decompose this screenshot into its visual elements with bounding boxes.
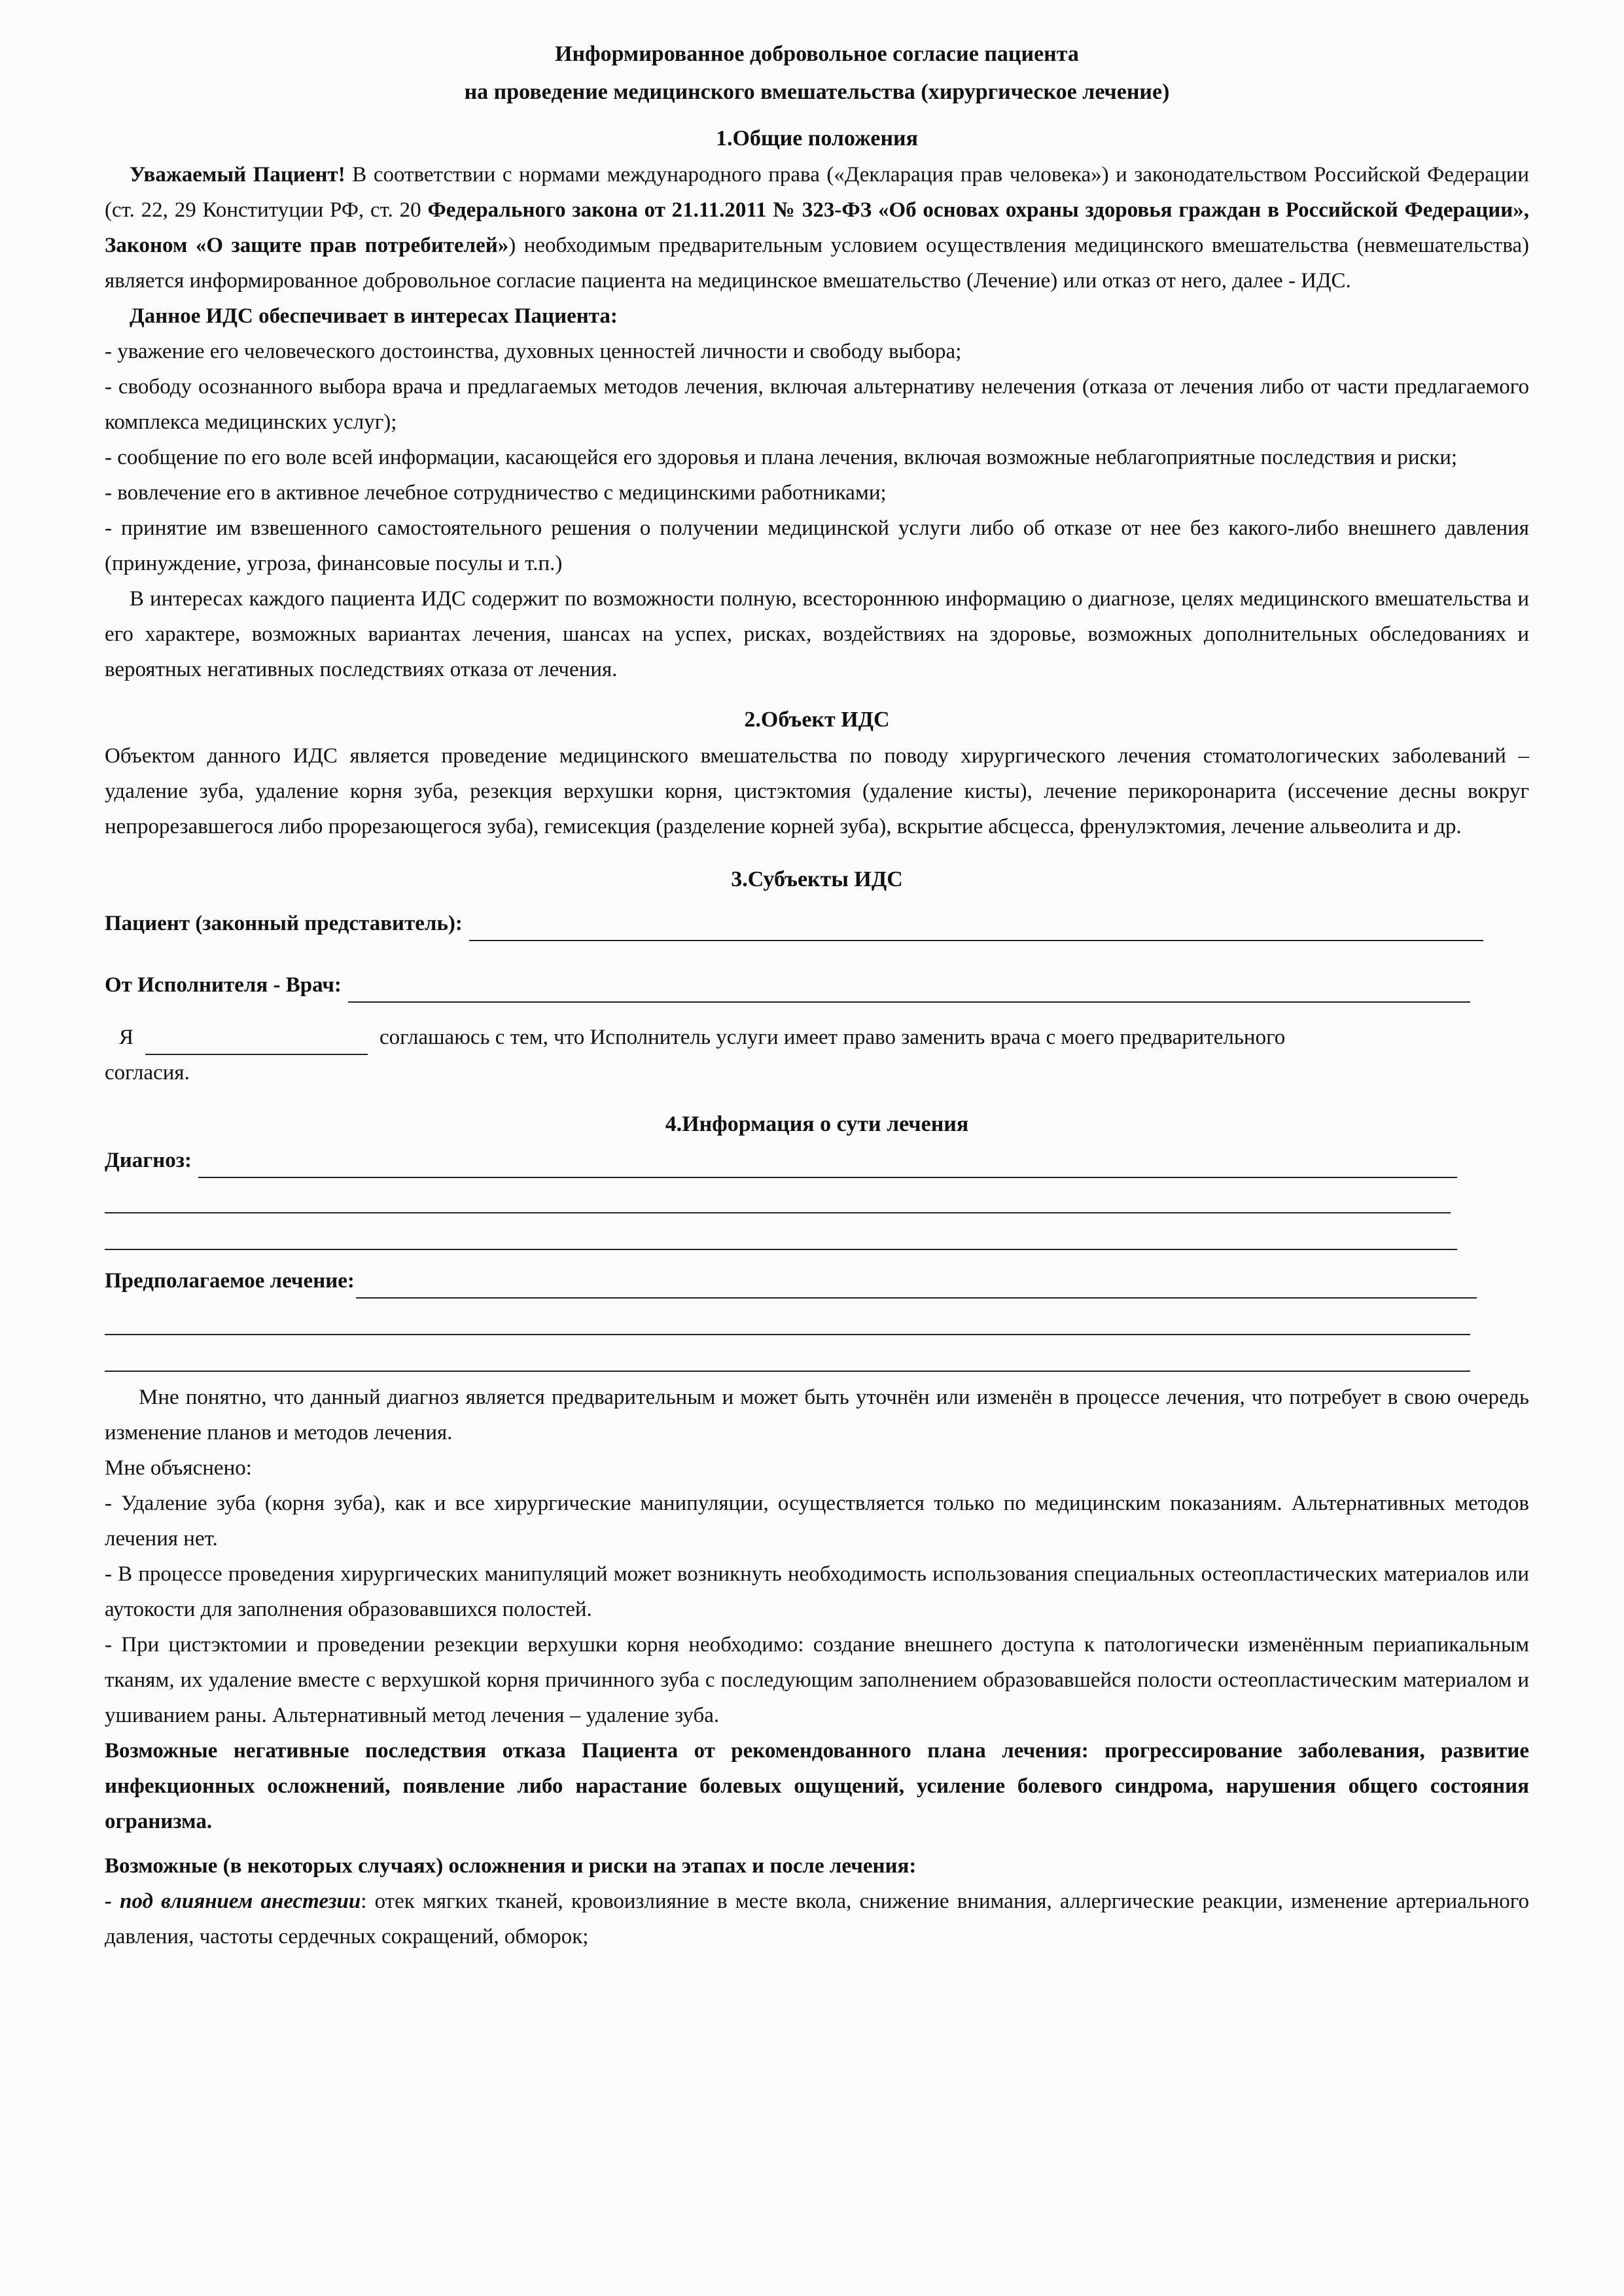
- section1-intro: [105, 157, 1529, 298]
- section4-heading: 4.Информация о сути лечения: [665, 1112, 969, 1136]
- consent-prefix: Я: [119, 1026, 134, 1049]
- treatment-line-2[interactable]: [105, 1333, 1470, 1335]
- salutation: Уважаемый Пациент!: [130, 163, 345, 187]
- consent-end: согласия.: [105, 1061, 190, 1085]
- diagnosis-line-3[interactable]: [105, 1247, 1457, 1250]
- section1-heading: 1.Общие положения: [715, 126, 919, 151]
- interest-item-1: - уважение его человеческого достоинства, духовных ценностей личности и свободу выбора;: [105, 340, 962, 363]
- risks-heading: Возможные (в некоторых случаях) осложнения и риски на этапах и после лечения:: [105, 1854, 917, 1878]
- interest-item-4: - вовлечение его в активное лечебное сотрудничество с медицинскими работниками;: [105, 481, 887, 505]
- explained-heading: Мне объяснено:: [105, 1456, 252, 1480]
- treatment-label: Предполагаемое лечение:: [105, 1269, 355, 1293]
- treatment-line-3[interactable]: [105, 1369, 1470, 1372]
- explained-point-3: - При цистэктомии и проведении резекции верхушки корня необходимо: создание внешнего доступа к патологически изменённым периапикальным тканям, их удаление вместе с верхушкой корня причинного зуба с последующим заполнением образовавшейся полости остеопластическим материалом и ушиванием раны. Альтернативный метод лечения – удаление зуба.: [105, 1633, 1529, 1727]
- interest-item-5: - принятие им взвешенного самостоятельного решения о получении медицинской услуги либо об отказе от нее без какого-либо внешнего давления (принуждение, угроза, финансовые посулы и т.п.): [105, 516, 1529, 575]
- diagnosis-field: [105, 1143, 1457, 1178]
- anesthesia-label: - под влиянием анестезии: [105, 1890, 361, 1913]
- patient-input-line[interactable]: [469, 916, 1483, 941]
- section2-heading: 2.Объект ИДС: [744, 708, 890, 732]
- doctor-replace-consent: [105, 1020, 1529, 1055]
- intro-text-a: В соответствии с нормами международного права («Декларация прав человека») и законодательством Российской Федерации (ст. 22, 29 Конституции РФ, ст. 20: [105, 163, 1529, 222]
- explained-point-1: - Удаление зуба (корня зуба), как и все хирургические манипуляции, осуществляется только по медицинским показаниям. Альтернативных методов лечения нет.: [105, 1492, 1529, 1551]
- patient-field: [105, 906, 1483, 941]
- diagnosis-preliminary-note: Мне понятно, что данный диагноз является предварительным и может быть уточнён или изменён в процессе лечения, что потребует в свою очередь изменение планов и методов лечения.: [105, 1386, 1529, 1444]
- treatment-field: [105, 1263, 1477, 1299]
- treatment-input-line[interactable]: [356, 1274, 1477, 1299]
- patient-label: Пациент (законный представитель):: [105, 912, 463, 935]
- doctor-input-line[interactable]: [348, 978, 1470, 1003]
- anesthesia-text: : отек мягких тканей, кровоизлияние в месте вкола, снижение внимания, аллергические реакции, изменение артериального давления, частоты сердечных сокращений, обморок;: [105, 1890, 1530, 1948]
- section2-text: Объектом данного ИДС является проведение медицинского вмешательства по поводу хирургического лечения стоматологических заболеваний – удаление зуба, удаление корня зуба, резекция верхушки корня, цистэктомия (удаление кисты), лечение перикоронарита (иссечение десны вокруг непрорезавшегося либо прорезающегося зуба), гемисекция (разделение корней зуба), вскрытие абсцесса, френулэктомия, лечение альвеолита и др.: [105, 744, 1529, 838]
- diagnosis-input-line[interactable]: [198, 1153, 1457, 1178]
- diagnosis-label: Диагноз:: [105, 1149, 192, 1172]
- form-title-line1: Информированное добровольное согласие пациента: [555, 42, 1079, 66]
- explained-point-2: - В процессе проведения хирургических манипуляций может возникнуть необходимость использования специальных остеопластических материалов или аутокости для заполнения образовавшихся полостей.: [105, 1562, 1529, 1621]
- section1-closing: В интересах каждого пациента ИДС содержит по возможности полную, всестороннюю информацию о диагнозе, целях медицинского вмешательства и его характере, возможных вариантах лечения, шансах на успех, рисках, воздействиях на здоровье, возможных дополнительных обследованиях и вероятных негативных последствиях отказа от лечения.: [105, 587, 1529, 681]
- negative-consequences: Возможные негативные последствия отказа Пациента от рекомендованного плана лечения: прогрессирование заболевания, развитие инфекционных осложнений, появление либо нарастание болевых ощущений, усиление болевого синдрома, нарушения общего состояния огранизма.: [105, 1739, 1529, 1833]
- diagnosis-line-2[interactable]: [105, 1211, 1451, 1213]
- consent-text: соглашаюсь с тем, что Исполнитель услуги имеет право заменить врача с моего предварительного: [380, 1026, 1286, 1049]
- interests-heading: Данное ИДС обеспечивает в интересах Пациента:: [130, 304, 618, 328]
- law-reference: Федерального закона от 21.11.2011 № 323-ФЗ «Об основах охраны здоровья граждан в Российской Федерации», Законом «О защите прав потребителей»: [105, 198, 1530, 257]
- anesthesia-risks: [105, 1884, 1529, 1954]
- doctor-field: [105, 967, 1470, 1003]
- form-title-line2: на проведение медицинского вмешательства (хирургическое лечение): [464, 80, 1170, 104]
- interest-item-3: - сообщение по его воле всей информации, касающейся его здоровья и плана лечения, включая возможные неблагоприятные последствия и риски;: [105, 446, 1458, 469]
- section3-heading: 3.Субъекты ИДС: [731, 867, 903, 891]
- interest-item-2: - свободу осознанного выбора врача и предлагаемых методов лечения, включая альтернативу нелечения (отказа от лечения либо от части предлагаемого комплекса медицинских услуг);: [105, 375, 1529, 434]
- consent-name-input-line[interactable]: [145, 1030, 368, 1055]
- intro-text-b: ) необходимым предварительным условием осуществления медицинского вмешательства (невмешательства) является информированное добровольное согласие пациента на медицинское вмешательство (Лечение) или отказ от него, далее - ИДС.: [105, 234, 1529, 293]
- doctor-label: От Исполнителя - Врач:: [105, 973, 342, 997]
